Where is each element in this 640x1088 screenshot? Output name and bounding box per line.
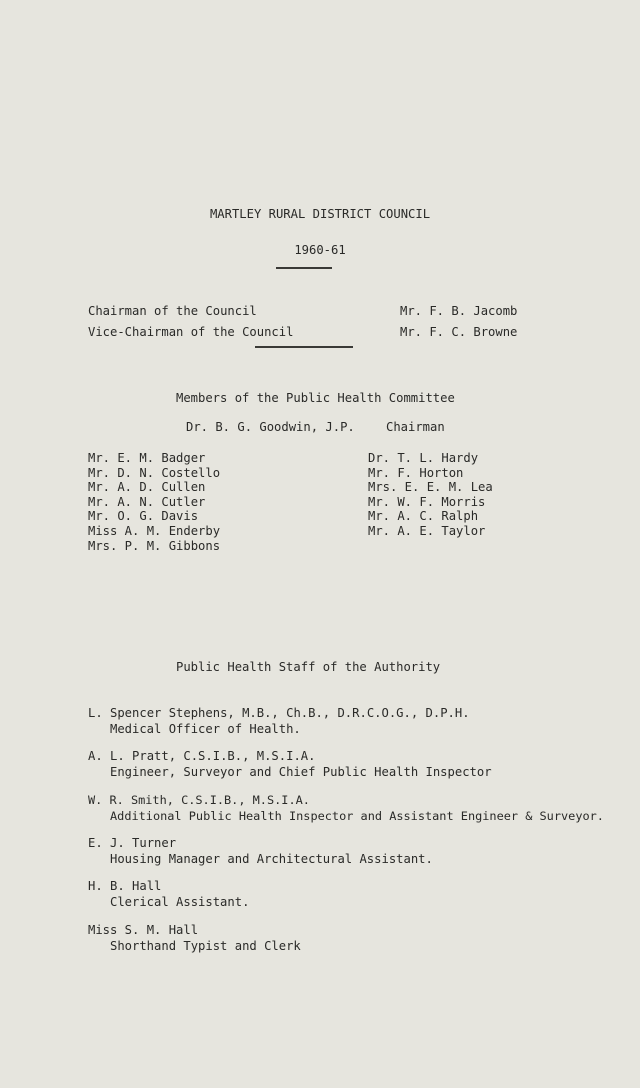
committee-member: Mr. E. M. Badger bbox=[88, 451, 206, 465]
staff-name: E. J. Turner bbox=[88, 836, 177, 850]
year-underline bbox=[276, 267, 332, 269]
committee-member: Mrs. E. E. M. Lea bbox=[368, 480, 493, 495]
committee-member: Mr. O. G. Davis bbox=[88, 509, 199, 524]
staff-title: Housing Manager and Architectural Assistant. bbox=[110, 851, 433, 866]
staff-entry bbox=[88, 706, 470, 737]
committee-chairman-name: Dr. B. G. Goodwin, J.P. bbox=[186, 420, 355, 434]
committee-left-column bbox=[88, 451, 220, 553]
committee-member: Dr. T. L. Hardy bbox=[368, 451, 479, 465]
committee-heading: Members of the Public Health Committee bbox=[176, 391, 455, 405]
committee-chairman-label: Chairman bbox=[386, 420, 445, 434]
committee-member: Mr. F. Horton bbox=[368, 465, 464, 480]
staff-entry bbox=[88, 836, 433, 867]
staff-heading: Public Health Staff of the Authority bbox=[176, 660, 441, 674]
staff-name: L. Spencer Stephens, M.B., Ch.B., D.R.C.O.G., D.P.H. bbox=[88, 706, 470, 720]
staff-title: Additional Public Health Inspector and Assistant Engineer & Surveyor. bbox=[110, 808, 604, 823]
committee-member: Mr. W. F. Morris bbox=[368, 494, 486, 509]
officer-role-vice-chairman: Vice-Chairman of the Council bbox=[88, 325, 294, 339]
staff-name: H. B. Hall bbox=[88, 879, 162, 893]
officer-role-chairman: Chairman of the Council bbox=[88, 304, 257, 318]
committee-member: Mr. A. N. Cutler bbox=[88, 494, 206, 509]
staff-title: Medical Officer of Health. bbox=[110, 721, 301, 736]
staff-entry bbox=[88, 793, 604, 824]
committee-member: Miss A. M. Enderby bbox=[88, 523, 221, 538]
committee-member: Mrs. P. M. Gibbons bbox=[88, 538, 221, 553]
council-title: MARTLEY RURAL DISTRICT COUNCIL bbox=[209, 207, 431, 221]
committee-member: Mr. A. D. Cullen bbox=[88, 480, 206, 495]
committee-member: Mr. D. N. Costello bbox=[88, 465, 221, 480]
staff-title: Clerical Assistant. bbox=[110, 894, 250, 909]
committee-right-column bbox=[368, 451, 493, 539]
officers-divider bbox=[255, 346, 353, 348]
staff-entry bbox=[88, 749, 492, 780]
staff-title: Shorthand Typist and Clerk bbox=[110, 938, 301, 953]
officer-name-chairman: Mr. F. B. Jacomb bbox=[400, 304, 518, 318]
committee-member: Mr. A. E. Taylor bbox=[368, 523, 486, 538]
staff-title: Engineer, Surveyor and Chief Public Health Inspector bbox=[110, 764, 492, 779]
staff-name: A. L. Pratt, C.S.I.B., M.S.I.A. bbox=[88, 749, 316, 763]
staff-name: W. R. Smith, C.S.I.B., M.S.I.A. bbox=[88, 793, 310, 807]
committee-member: Mr. A. C. Ralph bbox=[368, 509, 479, 524]
year-label: 1960-61 bbox=[294, 243, 346, 257]
staff-name: Miss S. M. Hall bbox=[88, 923, 199, 937]
staff-entry bbox=[88, 879, 249, 910]
officer-name-vice-chairman: Mr. F. C. Browne bbox=[400, 325, 518, 339]
staff-entry bbox=[88, 923, 301, 954]
